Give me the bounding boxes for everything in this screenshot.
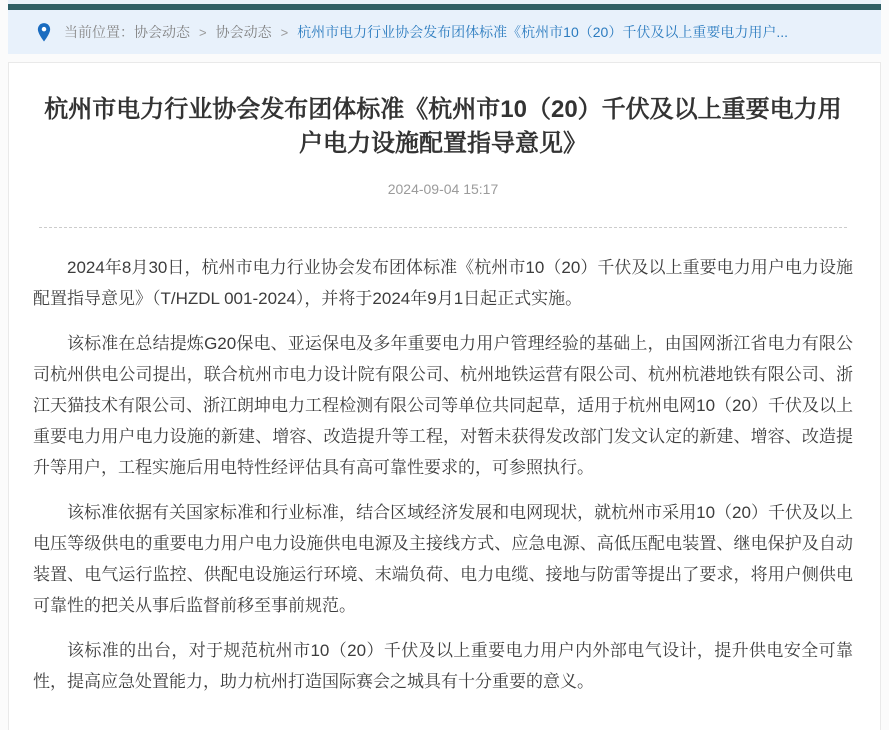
article-paragraph: 该标准在总结提炼G20保电、亚运保电及多年重要电力用户管理经验的基础上，由国网浙江省电力有限公司杭州供电公司提出，联合杭州市电力设计院有限公司、杭州地铁运营有限公司、杭州杭港地铁有限公司、浙江天猫技术有限公司、浙江朗坤电力工程检测有限公司等单位共同起草，适用于杭州电网10（20）千伏及以上重要电力用户电力设施的新建、增容、改造提升等工程，对暂未获得发改部门发文认定的新建、增容、改造提升等用户，工程实施后用电特性经评估具有高可靠性要求的，可参照执行。 xyxy=(33,334,853,478)
breadcrumb-label: 当前位置： xyxy=(64,24,134,40)
breadcrumb-current-article[interactable]: 杭州市电力行业协会发布团体标准《杭州市10（20）千伏及以上重要电力用户... xyxy=(297,24,788,40)
title-body-divider xyxy=(39,227,847,228)
article-title: 杭州市电力行业协会发布团体标准《杭州市10（20）千伏及以上重要电力用户电力设施配置指导意见》 xyxy=(44,96,842,158)
article-body xyxy=(33,252,853,697)
article-publish-datetime: 2024-09-04 15:17 xyxy=(387,181,499,198)
header-content-gap xyxy=(0,54,889,62)
breadcrumb-separator: > xyxy=(280,24,289,40)
article-card xyxy=(8,62,881,730)
page-header xyxy=(8,0,881,54)
breadcrumb-separator: > xyxy=(199,24,207,40)
breadcrumb xyxy=(8,10,881,54)
article-paragraph: 2024年8月30日，杭州市电力行业协会发布团体标准《杭州市10（20）千伏及以上重要电力用户电力设施配置指导意见》（T/HZDL 001-2024），并将于2024年9月1日起正式实施。 xyxy=(33,258,853,309)
article-paragraph: 该标准的出台，对于规范杭州市10（20）千伏及以上重要电力用户内外部电气设计，提升供电安全可靠性，提高应急处置能力，助力杭州打造国际赛会之城具有十分重要的意义。 xyxy=(33,641,853,692)
breadcrumb-link-association-news-2[interactable]: 协会动态 xyxy=(215,24,272,40)
location-pin-icon xyxy=(36,22,52,43)
breadcrumb-link-association-news-1[interactable]: 协会动态 xyxy=(134,24,190,40)
article-paragraph: 该标准依据有关国家标准和行业标准，结合区域经济发展和电网现状，就杭州市采用10（20）千伏及以上电压等级供电的重要电力用户电力设施供电电源及主接线方式、应急电源、高低压配电装置、继电保护及自动装置、电气运行监控、供配电设施运行环境、末端负荷、电力电缆、接地与防雷等提出了要求，将用户侧供电可靠性的把关从事后监督前移至事前规范。 xyxy=(33,503,853,616)
